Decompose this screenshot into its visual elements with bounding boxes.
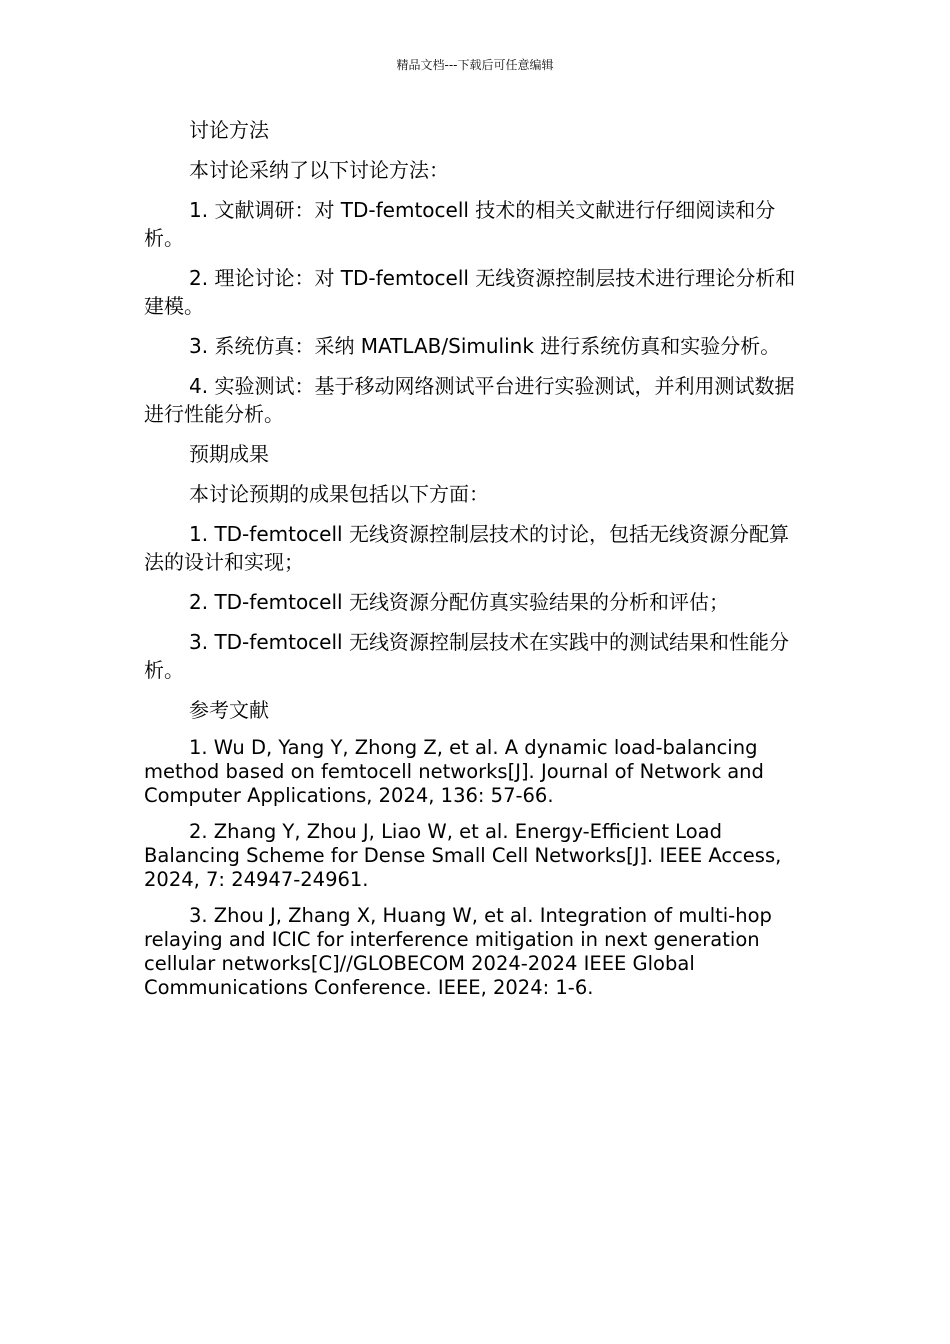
- reference-item: 1. Wu D, Yang Y, Zhong Z, et al. A dynamic load-balancing method based on femtocell networks[J]. Journal of Network and Computer Applications, 2024, 136: 57-66.: [144, 736, 764, 807]
- results-item: 3. TD-femtocell 无线资源控制层技术在实践中的测试结果和性能分析。: [144, 630, 789, 682]
- methods-item: 3. 系统仿真：采纳 MATLAB/Simulink 进行系统仿真和实验分析。: [189, 334, 781, 358]
- document-body: [144, 116, 808, 1012]
- results-intro: 本讨论预期的成果包括以下方面：: [189, 482, 489, 506]
- section-heading-results: 预期成果: [189, 442, 269, 466]
- methods-intro: 本讨论采纳了以下讨论方法：: [189, 158, 449, 182]
- methods-item: 2. 理论讨论：对 TD-femtocell 无线资源控制层技术进行理论分析和建模。: [144, 266, 796, 318]
- reference-item: 3. Zhou J, Zhang X, Huang W, et al. Integration of multi-hop relaying and ICIC for interference mitigation in next generation cellular networks[C]//GLOBECOM 2024-2024 IEEE Global Communications Conference. IEEE, 2024: 1-6.: [144, 904, 772, 999]
- results-item: 2. TD-femtocell 无线资源分配仿真实验结果的分析和评估；: [189, 590, 729, 614]
- section-heading-methods: 讨论方法: [189, 118, 269, 142]
- reference-item: 2. Zhang Y, Zhou J, Liao W, et al. Energy-Efficient Load Balancing Scheme for Dense Small Cell Networks[J]. IEEE Access, 2024, 7: 24947-24961.: [144, 820, 782, 891]
- results-item: 1. TD-femtocell 无线资源控制层技术的讨论，包括无线资源分配算法的设计和实现；: [144, 522, 789, 574]
- section-heading-references: 参考文献: [189, 698, 269, 722]
- methods-item: 4. 实验测试：基于移动网络测试平台进行实验测试，并利用测试数据进行性能分析。: [144, 374, 795, 426]
- methods-item: 1. 文献调研：对 TD-femtocell 技术的相关文献进行仔细阅读和分析。: [144, 198, 776, 250]
- page-header-watermark: 精品文档---下载后可任意编辑: [396, 58, 554, 72]
